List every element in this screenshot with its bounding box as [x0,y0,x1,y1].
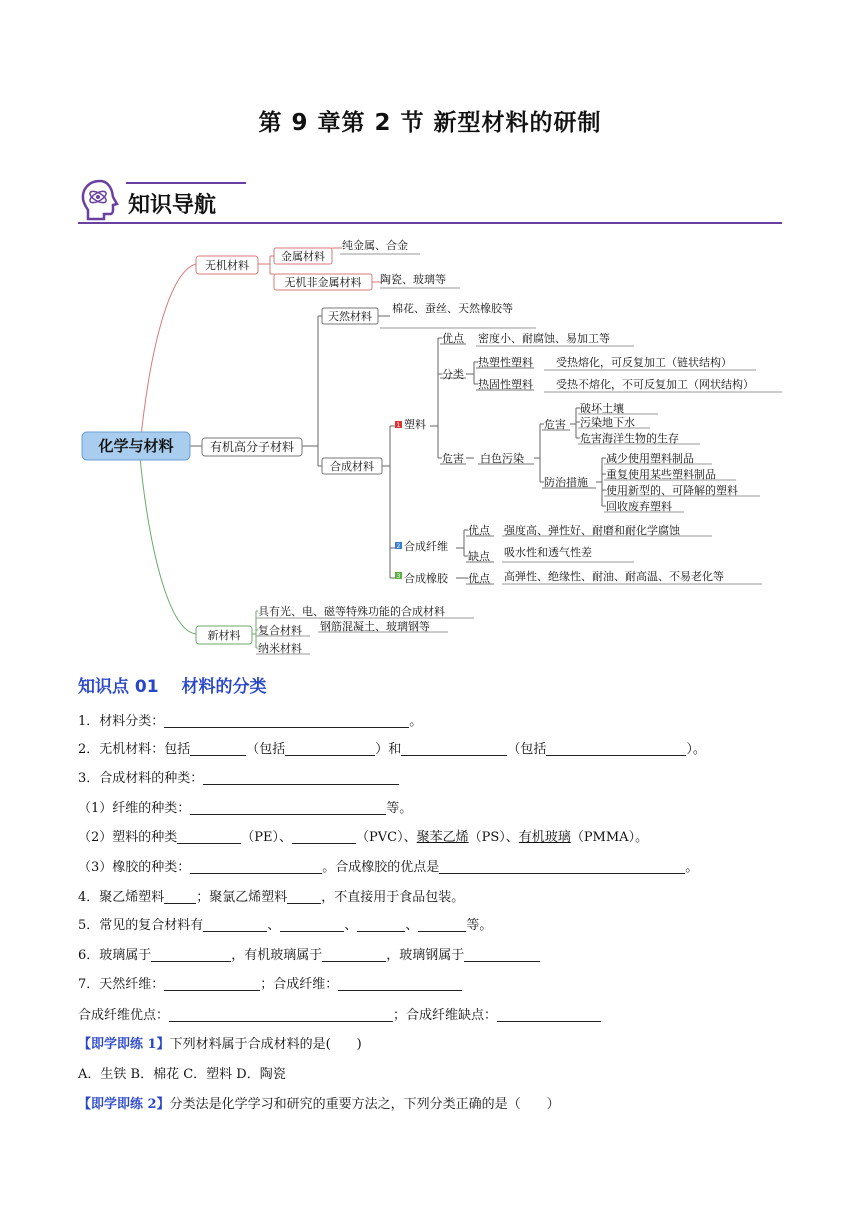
mm-prevent-3: 使用新型的、可降解的塑料 [606,484,738,497]
mm-danger: 危害 [544,418,566,431]
blank[interactable] [151,947,231,962]
mm-rubber: 合成橡胶 [404,572,448,585]
mm-danger-2: 污染地下水 [580,416,635,429]
mm-num-3: 3 [396,573,401,580]
blank[interactable] [439,859,685,874]
line-4: （1）纤维的种类： 等。 [78,801,413,816]
mm-plastic-adv: 优点 [442,332,464,345]
mm-fiber-adv: 优点 [468,524,490,537]
line-5: （2）塑料的种类 （PE）、 （PVC）、聚苯乙烯（PS）、有机玻璃（PMMA）。 [78,830,649,845]
blank[interactable] [285,741,375,756]
mm-thermo-desc: 受热熔化，可反复加工（链状结构） [556,356,732,369]
exercise-1-options: A．生铁 B．棉花 C．塑料 D．陶瓷 [78,1067,286,1082]
blank[interactable] [164,976,260,991]
blank[interactable] [177,829,241,844]
mm-natural: 天然材料 [328,310,372,323]
blank[interactable] [497,1007,601,1022]
line-1: 1．材料分类： 。 [78,714,423,729]
mm-num-1: 1 [396,422,401,429]
mm-danger-3: 危害海洋生物的生存 [580,432,679,445]
mm-prevent-2: 重复使用某些塑料制品 [606,468,716,481]
blank[interactable] [338,976,462,991]
blank[interactable] [190,800,386,815]
line-8: 5．常见的复合材料有 、 、 、 等。 [78,918,493,933]
mm-rubber-adv: 优点 [468,572,490,585]
blank[interactable] [203,917,267,932]
line-9: 6．玻璃属于 ，有机玻璃属于 ，玻璃钢属于 [78,944,540,963]
mm-danger-1: 破坏土壤 [580,402,624,415]
mind-map [0,226,860,655]
blank[interactable] [190,741,246,756]
blank[interactable] [164,713,409,728]
blank[interactable] [546,741,686,756]
exercise-tag: 【即学即练 2】 [78,1097,170,1112]
exercise-2: 【即学即练 2】分类法是化学学习和研究的重要方法之，下列分类正确的是（ ） [78,1097,560,1112]
blank[interactable] [464,947,540,962]
mm-prevent: 防治措施 [544,476,588,489]
mm-metal: 金属材料 [281,250,325,263]
mm-plastic-cls: 分类 [442,368,464,381]
blank[interactable] [357,917,405,932]
mm-fiber: 合成纤维 [404,540,448,553]
mm-num-2: 2 [396,543,401,550]
mm-organic: 有机高分子材料 [209,440,295,454]
page-title: 第 9 章第 2 节 新型材料的研制 [258,110,602,136]
line-7: 4．聚乙烯塑料 ；聚氯乙烯塑料 ，不直接用于食品包装。 [78,890,465,905]
blank[interactable] [418,917,466,932]
knowledge-nav-header [78,176,782,224]
mm-metal-desc: 纯金属、合金 [342,239,408,252]
blank[interactable] [203,770,399,785]
line-11: 合成纤维优点： ；合成纤维缺点： [78,1004,601,1023]
line-10: 7．天然纤维： ；合成纤维： [78,973,462,992]
mm-fiber-dis: 缺点 [468,550,490,563]
line-3: 3．合成材料的种类： [78,767,399,786]
line-6: （3）橡胶的种类： 。合成橡胶的优点是 。 [78,860,699,875]
blank[interactable] [287,889,321,904]
mm-new-2: 复合材料 [258,624,302,637]
nav-label: 知识导航 [128,193,217,218]
mm-prevent-1: 减少使用塑料制品 [606,452,694,465]
mm-nonmetal-desc: 陶瓷、玻璃等 [380,273,446,286]
blank[interactable] [292,829,356,844]
line-2: 2．无机材料：包括 （包括 ）和 （包括 ）。 [78,742,706,757]
mm-new-3: 纳米材料 [258,642,302,655]
knowledge-point-title: 知识点 01 材料的分类 [78,677,267,697]
mm-natural-desc: 棉花、蚕丝、天然橡胶等 [392,302,513,315]
mm-new-1: 具有光、电、磁等特殊功能的合成材料 [258,605,445,618]
mm-white-pollution: 白色污染 [480,452,524,465]
mm-composite-desc: 钢筋混凝土、玻璃钢等 [320,620,430,633]
mm-prevent-4: 回收废弃塑料 [606,500,672,513]
mm-thermo: 热塑性塑料 [478,356,533,369]
mm-thermoset: 热固性塑料 [478,378,533,391]
mm-nonmetal: 无机非金属材料 [284,276,362,289]
blank[interactable] [164,889,196,904]
mm-plastic: 塑料 [404,418,426,431]
mm-inorganic: 无机材料 [205,259,249,272]
blank[interactable] [401,741,507,756]
blank[interactable] [322,947,386,962]
mm-plastic-harm: 危害 [442,452,464,465]
blank[interactable] [190,859,322,874]
exercise-tag: 【即学即练 1】 [78,1037,170,1052]
mm-rubber-adv-desc: 高弹性、绝缘性、耐油、耐高温、不易老化等 [504,570,724,583]
exercise-1: 【即学即练 1】下列材料属于合成材料的是( ) [78,1037,362,1052]
mm-thermoset-desc: 受热不熔化，不可反复加工（网状结构） [556,378,754,391]
blank[interactable] [280,917,344,932]
head-atom-icon [78,178,122,222]
mm-plastic-adv-desc: 密度小、耐腐蚀、易加工等 [478,332,610,345]
mm-fiber-adv-desc: 强度高、弹性好、耐磨和耐化学腐蚀 [504,524,680,537]
mm-fiber-dis-desc: 吸水性和透气性差 [504,546,592,559]
mm-root: 化学与材料 [98,437,174,455]
mm-synthetic: 合成材料 [330,460,374,473]
blank[interactable] [169,1007,393,1022]
mm-new: 新材料 [207,629,241,642]
